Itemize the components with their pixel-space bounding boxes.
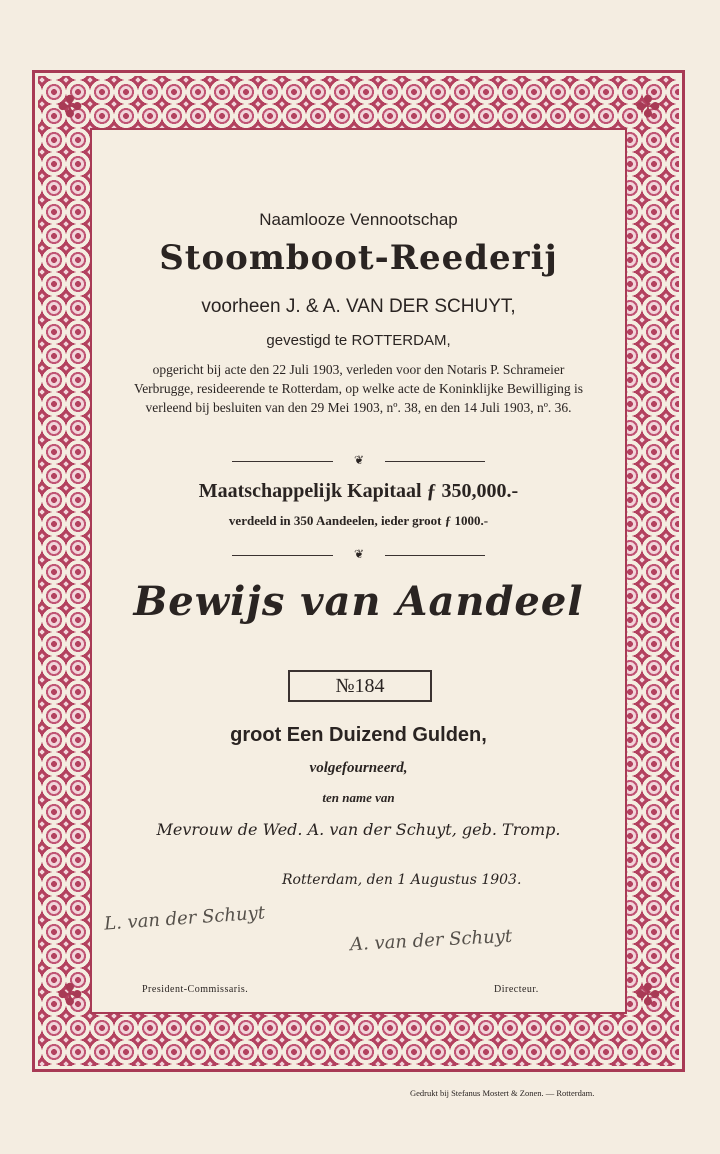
in-name-of: ten name van xyxy=(322,790,395,805)
role-director: Directeur. xyxy=(494,984,539,995)
certificate-title: Bewijs van Aandeel xyxy=(133,578,584,625)
capital: Maatschappelijk Kapitaal ƒ 350,000.- xyxy=(198,480,519,502)
corner-ornament-icon: ✤ xyxy=(57,90,83,125)
corner-ornament-icon: ✤ xyxy=(635,90,661,125)
share-value: groot Een Duizend Gulden, xyxy=(230,724,487,746)
capital-division: verdeeld in 350 Aandeelen, ieder groot ƒ 1000.- xyxy=(228,513,489,528)
corner-ornament-icon: ✤ xyxy=(57,978,83,1013)
former-name: voorheen J. & A. VAN DER SCHUYT, xyxy=(201,296,516,317)
divider-ornament-icon: ❦ xyxy=(333,547,385,561)
signature-president: L. van der Schuyt xyxy=(103,902,266,935)
role-president: President-Commissaris. xyxy=(142,984,249,995)
paid-status: volgefourneerd, xyxy=(309,760,408,776)
certificate-body xyxy=(92,130,625,1012)
holder-name: Mevrouw de Wed. A. van der Schuyt, geb. Tromp. xyxy=(156,820,561,839)
company-form: Naamlooze Vennootschap xyxy=(259,210,458,229)
certificate-number: №184 xyxy=(288,670,432,702)
founding-text: opgericht bij acte den 22 Juli 1903, verleden voor den Notaris P. Schrameier Verbrugge, residеerende te Rotterdam, op welke acte de Koninklijke Bewilliging is verleend bij besluiten van den 29 Mei 1903, nº. 38, en den 14 Juli 1903, nº. 36. xyxy=(133,362,584,415)
corner-ornament-icon: ✤ xyxy=(635,978,661,1013)
divider-ornament-icon: ❦ xyxy=(333,453,385,467)
company-name: Stoomboot-Reederij xyxy=(159,238,558,278)
company-seat: gevestigd te ROTTERDAM, xyxy=(266,332,451,349)
printer-imprint: Gedrukt bij Stefanus Mostert & Zonen. — Rotterdam. xyxy=(410,1088,595,1098)
place-date: Rotterdam, den 1 Augustus 1903. xyxy=(282,872,522,888)
signature-director: A. van der Schuyt xyxy=(349,925,513,956)
